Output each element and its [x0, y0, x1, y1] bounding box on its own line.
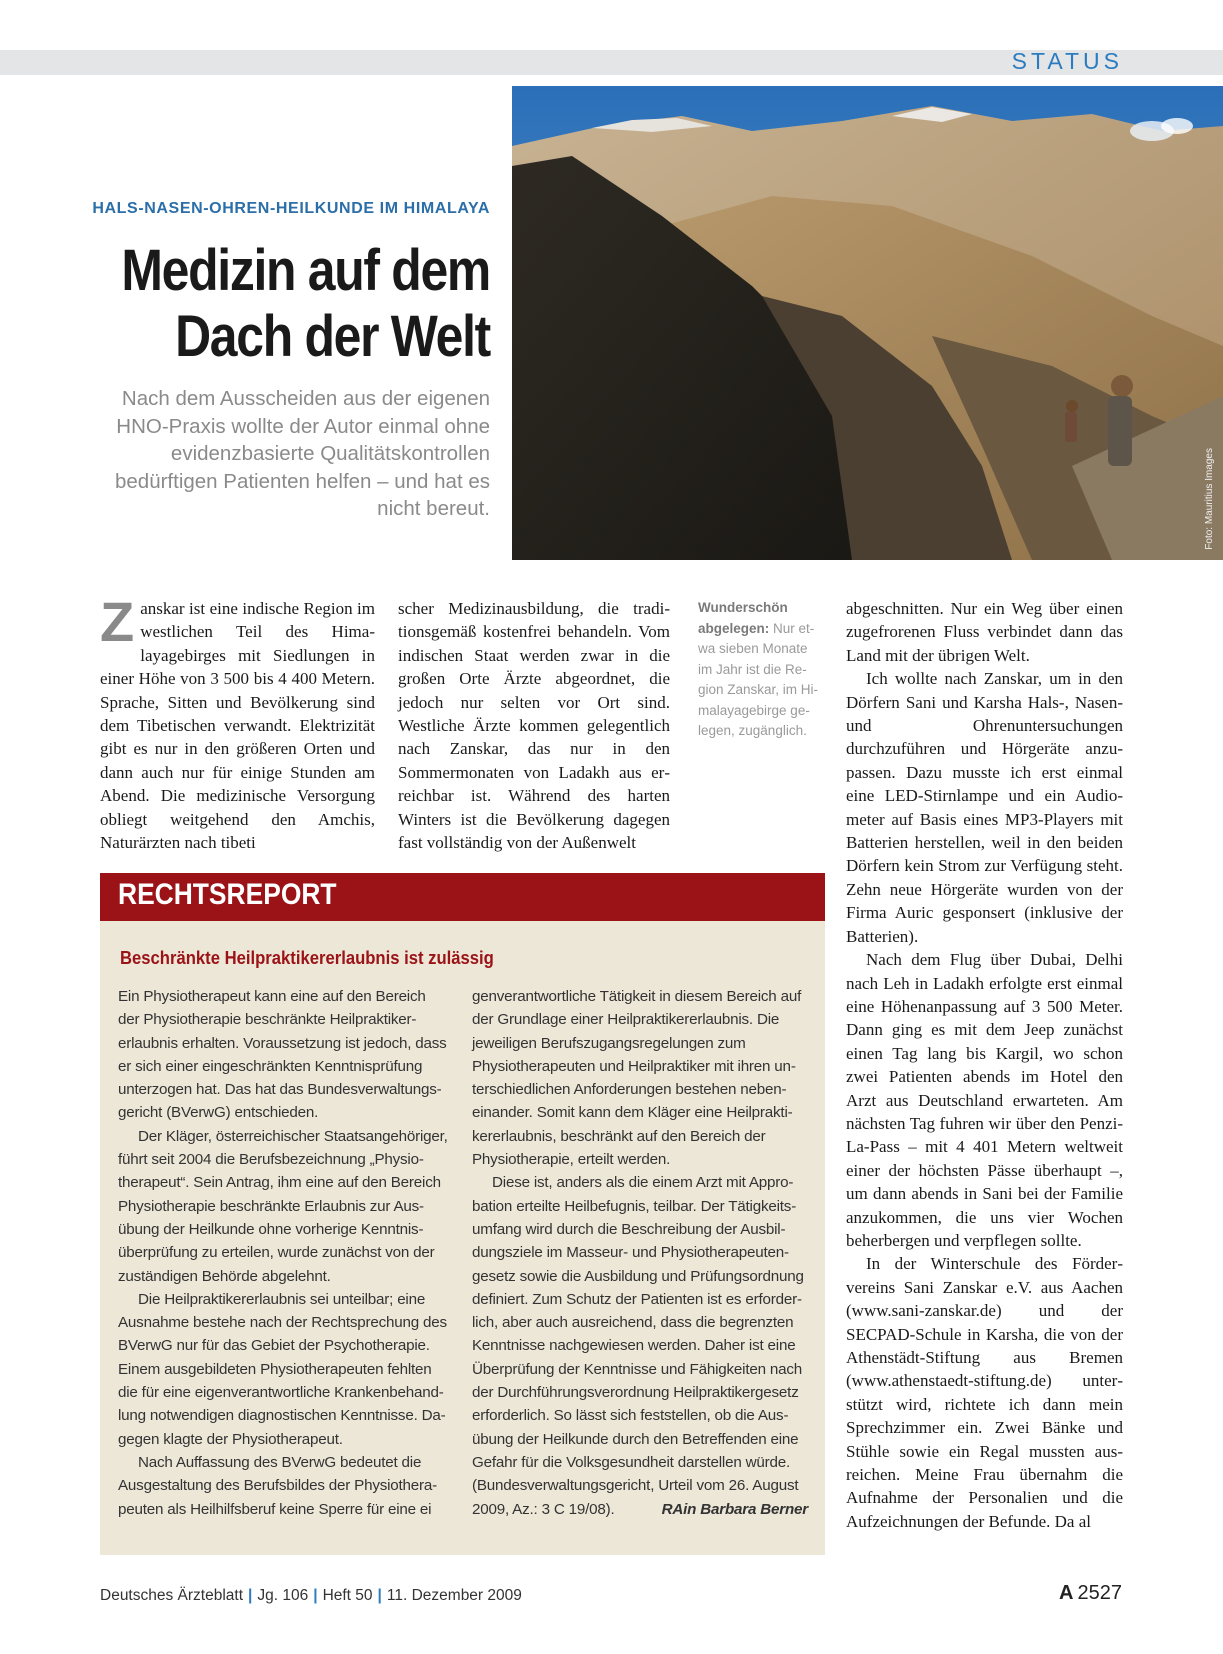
dropcap: Z — [100, 590, 135, 653]
footer-separator: | — [313, 1587, 318, 1604]
footer-separator: | — [248, 1587, 253, 1604]
page-prefix: A — [1059, 1582, 1074, 1604]
page-number-value: 2527 — [1077, 1582, 1122, 1604]
mountain-landscape-illustration — [512, 86, 1223, 560]
rr-left-paragraph-1: Ein Physiotherapeut kann eine auf den Bereich der Physiotherapie beschränkte Heilpraktikererlaubnis erhalten. Voraussetzung ist jedoch, dass er sich einer eingeschränkten Kenntnisprüfung unterzogen hat. Das hat das Bundesverwaltungsgericht (BVerwG) entschieden. — [118, 988, 447, 1122]
body-column-4 — [846, 597, 1123, 1533]
rechtsreport-subtitle: Beschränkte Heilpraktikererlaubnis ist zulässig — [120, 947, 494, 968]
rechtsreport-author: RAin Barbara Berner — [661, 1500, 808, 1518]
footer-volume: Jg. 106 — [257, 1587, 309, 1604]
rr-left-paragraph-3: Die Heilpraktikererlaubnis sei unteilbar; eine Ausnahme bestehe nach der Rechtsprechung des BVerwG nur für das Gebiet der Psychotherapie. Einem ausgebildeten Physiotherapeuten fehlten die für eine eigenverantwortliche Krankenbehandlung notwendigen diagnostischen Kenntnisse. Dagegen klagte der Physiotherapeut. — [118, 1290, 447, 1448]
col2-text: scher Medizinausbildung, die traditionsgemäß kostenfrei behandeln. Vom indischen Staat werden zwar in die großen Orte Ärzte abgeordnet, die jedoch nur selten vor Ort sind. Westliche Ärzte kommen gelegentlich nach Zanskar, das nur in den Sommermonaten von Ladakh aus erreichbar ist. Während des harten Winters ist die Bevölkerung dagegen fast vollständig von der Außenwelt — [398, 599, 670, 853]
col4-paragraph-3: Nach dem Flug über Dubai, Delhi nach Leh in Ladakh erfolgte erst einmal eine Höhenanpassung auf 3 500 Meter. Dann ging es mit dem Jeep zunächst einen Tag lang bis Kargil, wo schon zwei Patienten abends im Hotel den Arzt aus Deutschland erwarteten. Am nächsten Tag fuhren wir über den Penzi-La-Pass – mit 4 401 Metern weltweit einer der höchsten Pässe überhaupt –, um dann abends in Sani bei der Familie anzukommen, die uns vier Wochen beherbergen und verpflegen sollte. — [846, 950, 1123, 1250]
col4-paragraph-2: Ich wollte nach Zanskar, um in den Dörfern Sani und Karsha Hals-, Nasen- und Ohrenuntersuchungen durchzuführen und Hörgeräte anzupassen. Dazu musste ich erst einmal eine LED-Stirnlampe und ein Audiometer auf Basis eines MP3-Players mit Batterien herstellen, weil in den beiden Dörfern kein Strom zur Verfügung steht. Zehn neue Hörgeräte wurden von der Firma Auric gesponsert (inklusive der Batterien). — [846, 669, 1123, 946]
col4-paragraph-1: abgeschnitten. Nur ein Weg über einen zugefrorenen Fluss verbindet dann das Land mit der übrigen Welt. — [846, 599, 1123, 665]
footer-separator: | — [377, 1587, 382, 1604]
rr-right-paragraph-2: Diese ist, anders als die einem Arzt mit Approbation erteilte Heilbefugnis, teilbar. Der Tätigkeitsumfang wird durch die Beschreibung der Ausbildungsziele im Masseur- und Physiotherapeutengesetz sowie die Ausbildung und Prüfungsordnung definiert. Zum Schutz der Patienten ist es erforderlich, aber auch ausreichend, dass die begrenzten Kenntnisse nachgewiesen werden. Daher ist eine Überprüfung der Kenntnisse und Fähigkeiten nach der Durchführungsverordnung Heilpraktikergesetz erforderlich. So lässt sich feststellen, ob die Ausübung der Heilkunde durch den Betreffenden eine Gefahr für die Volksgesundheit darstellen würde. (Bundesverwaltungsgericht, Urteil vom 26. August 2009, Az.: 3 C 19/08). — [472, 1174, 804, 1518]
footer-date: 11. Dezember 2009 — [386, 1587, 522, 1604]
footer-issue: Heft 50 — [322, 1587, 373, 1604]
footer-journal: Deutsches Ärzteblatt — [100, 1587, 244, 1604]
caption-text: Nur etwa sieben Monate im Jahr ist die Region Zanskar, im Himalayagebirge gelegen, zugänglich. — [698, 620, 819, 738]
footer-citation — [100, 1587, 522, 1605]
headline-line-1: Medizin auf dem — [121, 238, 490, 303]
rechtsreport-title: RECHTSREPORT — [118, 878, 337, 911]
col1-text: anskar ist eine indische Region im westlichen Teil des Himalayagebirges mit Siedlungen in einer Höhe von 3 500 bis 4 400 Metern. Sprache, Sitten und Bevölkerung sind dem Tibetischen verwandt. Elektrizität gibt es nur in den größeren Orten und dann auch nur für einige Stunden am Abend. Die medizinische Versorgung obliegt weitgehend den Amchis, Naturärzten nach tibeti — [100, 599, 375, 853]
article-kicker: HALS-NASEN-OHREN-HEILKUNDE IM HIMALAYA — [92, 200, 490, 217]
rr-right-paragraph-1: genverantwortliche Tätigkeit in diesem Bereich auf der Grundlage einer Heilpraktikererlaubnis. Die jeweiligen Berufszugangsregelungen zum Physiotherapeuten und Heilpraktiker mit ihren unterschiedlichen Anforderungen bestehen nebeneinander. Somit kann dem Kläger eine Heilpraktikererlaubnis, beschränkt auf den Bereich der Physiotherapie, erteilt werden. — [472, 988, 802, 1169]
col4-paragraph-4: In der Winterschule des Fördervereins Sani Zanskar e.V. aus Aachen (www.sani-zanskar.de) und der SECPAD-Schule in Karsha, die von der Athenstädt-Stiftung aus Bremen (www.athenstaedt-stiftung.de) unterstützt wird, richtete ich dann mein Sprechzimmer ein. Zwei Bänke und Stühle sowie ein Regal mussten ausreichen. Meine Frau übernahm die Aufnahme der Personalien und die Aufzeichnungen der Befunde. Da al — [846, 1254, 1123, 1531]
photo-credit: Foto: Mauritius Images — [1204, 448, 1215, 550]
article-lead: Nach dem Ausscheiden aus der eigenen HNO-Praxis wollte der Autor einmal ohne evidenzbasierte Qualitätskontrollen bedürftigen Patienten helfen – und hat es nicht bereut. — [115, 387, 490, 520]
rechtsreport-column-right — [472, 985, 808, 1521]
himalaya-photo — [512, 86, 1223, 560]
body-column-2 — [398, 597, 670, 854]
caption-bold: Wunderschön abgelegen: — [698, 600, 788, 636]
rr-left-paragraph-2: Der Kläger, österreichischer Staatsangehöriger, führt seit 2004 die Berufsbezeichnung „Physiotherapeut“. Sein Antrag, ihm eine auf den Bereich Physiotherapie beschränkte Erlaubnis zur Ausübung der Heilkunde ohne vorherige Kenntnisüberprüfung zu erteilen, wurde zunächst von der zuständigen Behörde abgelehnt. — [118, 1127, 448, 1285]
article-headline — [103, 238, 490, 370]
page-number — [1059, 1582, 1122, 1605]
photo-caption — [698, 598, 823, 742]
rr-left-paragraph-4: Nach Auffassung des BVerwG bedeutet die Ausgestaltung des Berufsbildes der Physiotherapeuten als Heilhilfsberuf keine Sperre für eine ei — [118, 1453, 438, 1518]
headline-line-2: Dach der Welt — [175, 304, 490, 369]
section-label: STATUS — [1011, 48, 1123, 74]
rechtsreport-column-left — [118, 985, 448, 1521]
body-column-1 — [100, 590, 375, 854]
